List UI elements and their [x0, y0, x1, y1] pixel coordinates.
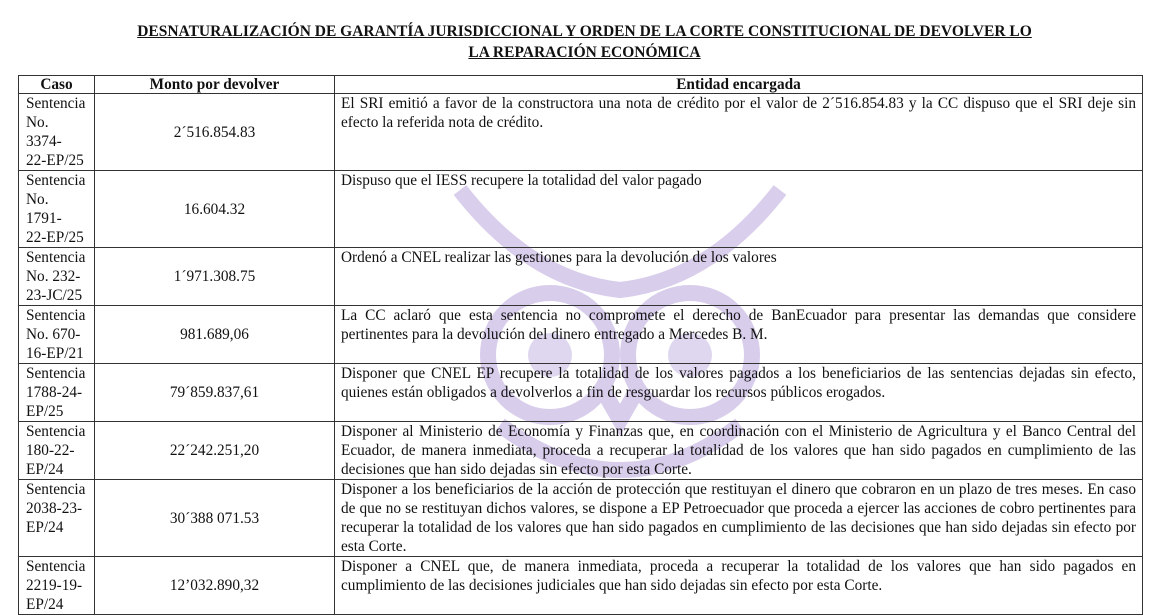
header-caso: Caso [19, 76, 95, 94]
case-cell: Sentencia 2219-19- EP/24 [19, 557, 95, 615]
amount-cell: 1´971.308.75 [95, 248, 335, 306]
entity-cell: Disponer al Ministerio de Economía y Finanzas que, en coordinación con el Ministerio de Agricultura y el Banco Central del Ecuador, de manera inmediata, proceda a recuperar la totalidad de los valores que han sido pagados en cumplimiento de las decisiones que han sido dejadas sin efecto por esta Corte. [335, 422, 1143, 480]
amount-cell: 2´516.854.83 [95, 94, 335, 171]
amount-cell: 30´388 071.53 [95, 480, 335, 557]
amount-cell: 79´859.837,61 [95, 364, 335, 422]
table-row [19, 248, 1143, 306]
table-row [19, 557, 1143, 615]
table-row [19, 306, 1143, 364]
case-cell: Sentencia No. 232- 23-JC/25 [19, 248, 95, 306]
table-row [19, 422, 1143, 480]
case-cell: Sentencia 1788-24- EP/25 [19, 364, 95, 422]
amount-cell: 16.604.32 [95, 171, 335, 248]
table-header-row [19, 76, 1143, 94]
restitution-table [18, 75, 1143, 615]
amount-cell: 981.689,06 [95, 306, 335, 364]
header-entidad: Entidad encargada [335, 76, 1143, 94]
case-cell: Sentencia No. 3374- 22-EP/25 [19, 94, 95, 171]
entity-cell: Disponer a los beneficiarios de la acción de protección que restituyan el dinero que cobraron en un plazo de tres meses. En caso de que no se restituyan dichos valores, se dispone a EP Petroecuador que proceda a ejercer las acciones de cobro pertinentes para recuperar la totalidad de los valores que han sido pagados en cumplimiento de las decisiones que han sido dejadas sin efecto por esta Corte. [335, 480, 1143, 557]
entity-cell: Ordenó a CNEL realizar las gestiones para la devolución de los valores [335, 248, 1143, 306]
case-cell: Sentencia No. 670- 16-EP/21 [19, 306, 95, 364]
table-row [19, 480, 1143, 557]
amount-cell: 12’032.890,32 [95, 557, 335, 615]
entity-cell: Dispuso que el IESS recupere la totalidad del valor pagado [335, 171, 1143, 248]
case-cell: Sentencia No. 1791- 22-EP/25 [19, 171, 95, 248]
entity-cell: El SRI emitió a favor de la constructora una nota de crédito por el valor de 2´516.854.83 y la CC dispuso que el SRI deje sin efecto la referida nota de crédito. [335, 94, 1143, 171]
case-cell: Sentencia 180-22- EP/24 [19, 422, 95, 480]
amount-cell: 22´242.251,20 [95, 422, 335, 480]
case-cell: Sentencia 2038-23- EP/24 [19, 480, 95, 557]
title-line-2: LA REPARACIÓN ECONÓMICA [468, 44, 701, 61]
table-row [19, 94, 1143, 171]
document-title [0, 21, 1169, 63]
entity-cell: La CC aclaró que esta sentencia no compromete el derecho de BanEcuador para presentar las demandas que considere pertinentes para la devolución del dinero entregado a Mercedes B. M. [335, 306, 1143, 364]
title-line-1: DESNATURALIZACIÓN DE GARANTÍA JURISDICCIONAL Y ORDEN DE LA CORTE CONSTITUCIONAL DE DEVOLVER LO [137, 23, 1032, 40]
table-row [19, 171, 1143, 248]
header-monto: Monto por devolver [95, 76, 335, 94]
entity-cell: Disponer a CNEL que, de manera inmediata, proceda a recuperar la totalidad de los valores que han sido pagados en cumplimiento de las decisiones judiciales que han sido dejadas sin efecto por esta Corte. [335, 557, 1143, 615]
table-row [19, 364, 1143, 422]
entity-cell: Disponer que CNEL EP recupere la totalidad de los valores pagados a los beneficiarios de las sentencias dejadas sin efecto, quienes están obligados a devolverlos a fin de resguardar los recursos públicos erogados. [335, 364, 1143, 422]
